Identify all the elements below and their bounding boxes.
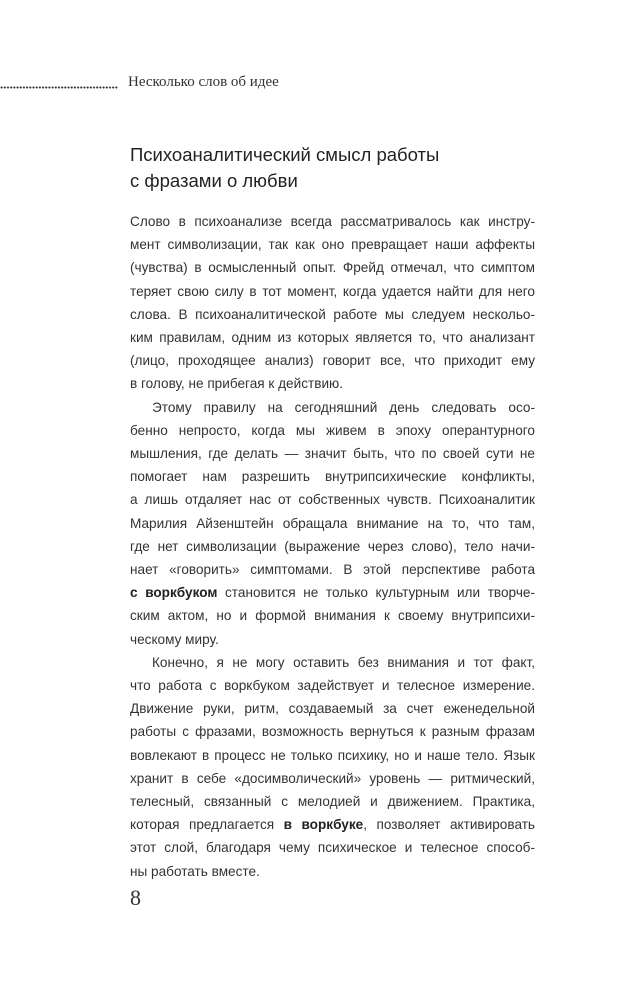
text-line: (лицо, проходящее анализ) говорит все, что приходит ему <box>130 353 535 369</box>
text-line: ны работать вместе. <box>130 863 260 879</box>
text-line: ским актом, но и формой внимания к своему внутрипсихи- <box>130 608 535 624</box>
text-line: этот слой, благодаря чему психическое и телесное способ- <box>130 840 535 856</box>
text-line: нает «говорить» симптомами. В этой перспективе работа <box>130 562 535 578</box>
text-line: а лишь отдаляет нас от собственных чувств. Психоаналитик <box>130 492 535 508</box>
text-line: (чувства) в осмысленный опыт. Фрейд отмечал, что симптом <box>130 260 535 276</box>
text-line: Слово в психоанализе всегда рассматривалось как инстру- <box>130 214 535 229</box>
text-line <box>130 813 535 836</box>
text-line: Движение руки, ритм, создаваемый за счет еженедельной <box>130 701 535 717</box>
text-line <box>130 581 535 604</box>
text-line: слова. В психоаналитической работе мы следуем нескольо- <box>130 306 535 322</box>
text-line: что работа с воркбуком задействует и телесное измерение. <box>130 678 535 694</box>
running-head: Несколько слов об идее <box>128 74 279 90</box>
text-line: Этому правилу на сегодняшний день следовать осо- <box>152 399 535 415</box>
header-dotted-rule <box>0 86 118 89</box>
text-fragment: становится не только культурным или творче- <box>217 585 535 601</box>
page-number: 8 <box>130 885 141 910</box>
text-line: Конечно, я не могу оставить без внимания и тот факт, <box>152 654 535 670</box>
text-line: ческому миру. <box>130 631 219 647</box>
text-line: в голову, не прибегая к действию. <box>130 376 344 392</box>
text-line: телесный, связанный с мелодией и движением. Практика, <box>130 794 535 810</box>
paragraph-1 <box>130 210 535 396</box>
text-line: Марилия Айзенштейн обращала внимание на то, что там, <box>130 515 535 531</box>
text-line: работы с фразами, возможность вернуться к разным фразам <box>130 724 535 740</box>
title-line: с фразами о любви <box>130 170 298 191</box>
text-line: мент символизации, так как оно превращает наши аффекты <box>130 237 535 253</box>
title-line: Психоаналитический смысл работы <box>130 144 440 165</box>
text-fragment: , позволяет активировать <box>363 817 536 833</box>
text-line: вовлекают в процесс не только психику, но и наше тело. Язык <box>130 747 535 763</box>
text-line: помогает нам разрешить внутрипсихические конфликты, <box>130 469 535 485</box>
bold-phrase: с воркбуком <box>130 585 218 601</box>
text-line: где нет символизации (выражение через слово), тело начи- <box>130 538 535 554</box>
text-line: ким правилам, одним из которых является то, что анализант <box>130 330 535 346</box>
text-line: мышления, где делать — значит быть, что по своей сути не <box>130 446 535 462</box>
bold-phrase: в воркбуке <box>283 817 364 833</box>
paragraph-3 <box>130 651 535 883</box>
text-line: теряет свою силу в тот момент, когда удается найти для него <box>130 283 535 299</box>
text-line: бенно непросто, когда мы живем в эпоху оперантурного <box>130 422 535 438</box>
text-line: хранит в себе «досимволический» уровень — ритмический, <box>130 770 535 786</box>
paragraph-2 <box>130 396 535 651</box>
text-fragment: которая предлагается <box>130 817 284 833</box>
body-text <box>130 210 535 883</box>
section-title <box>130 142 530 194</box>
